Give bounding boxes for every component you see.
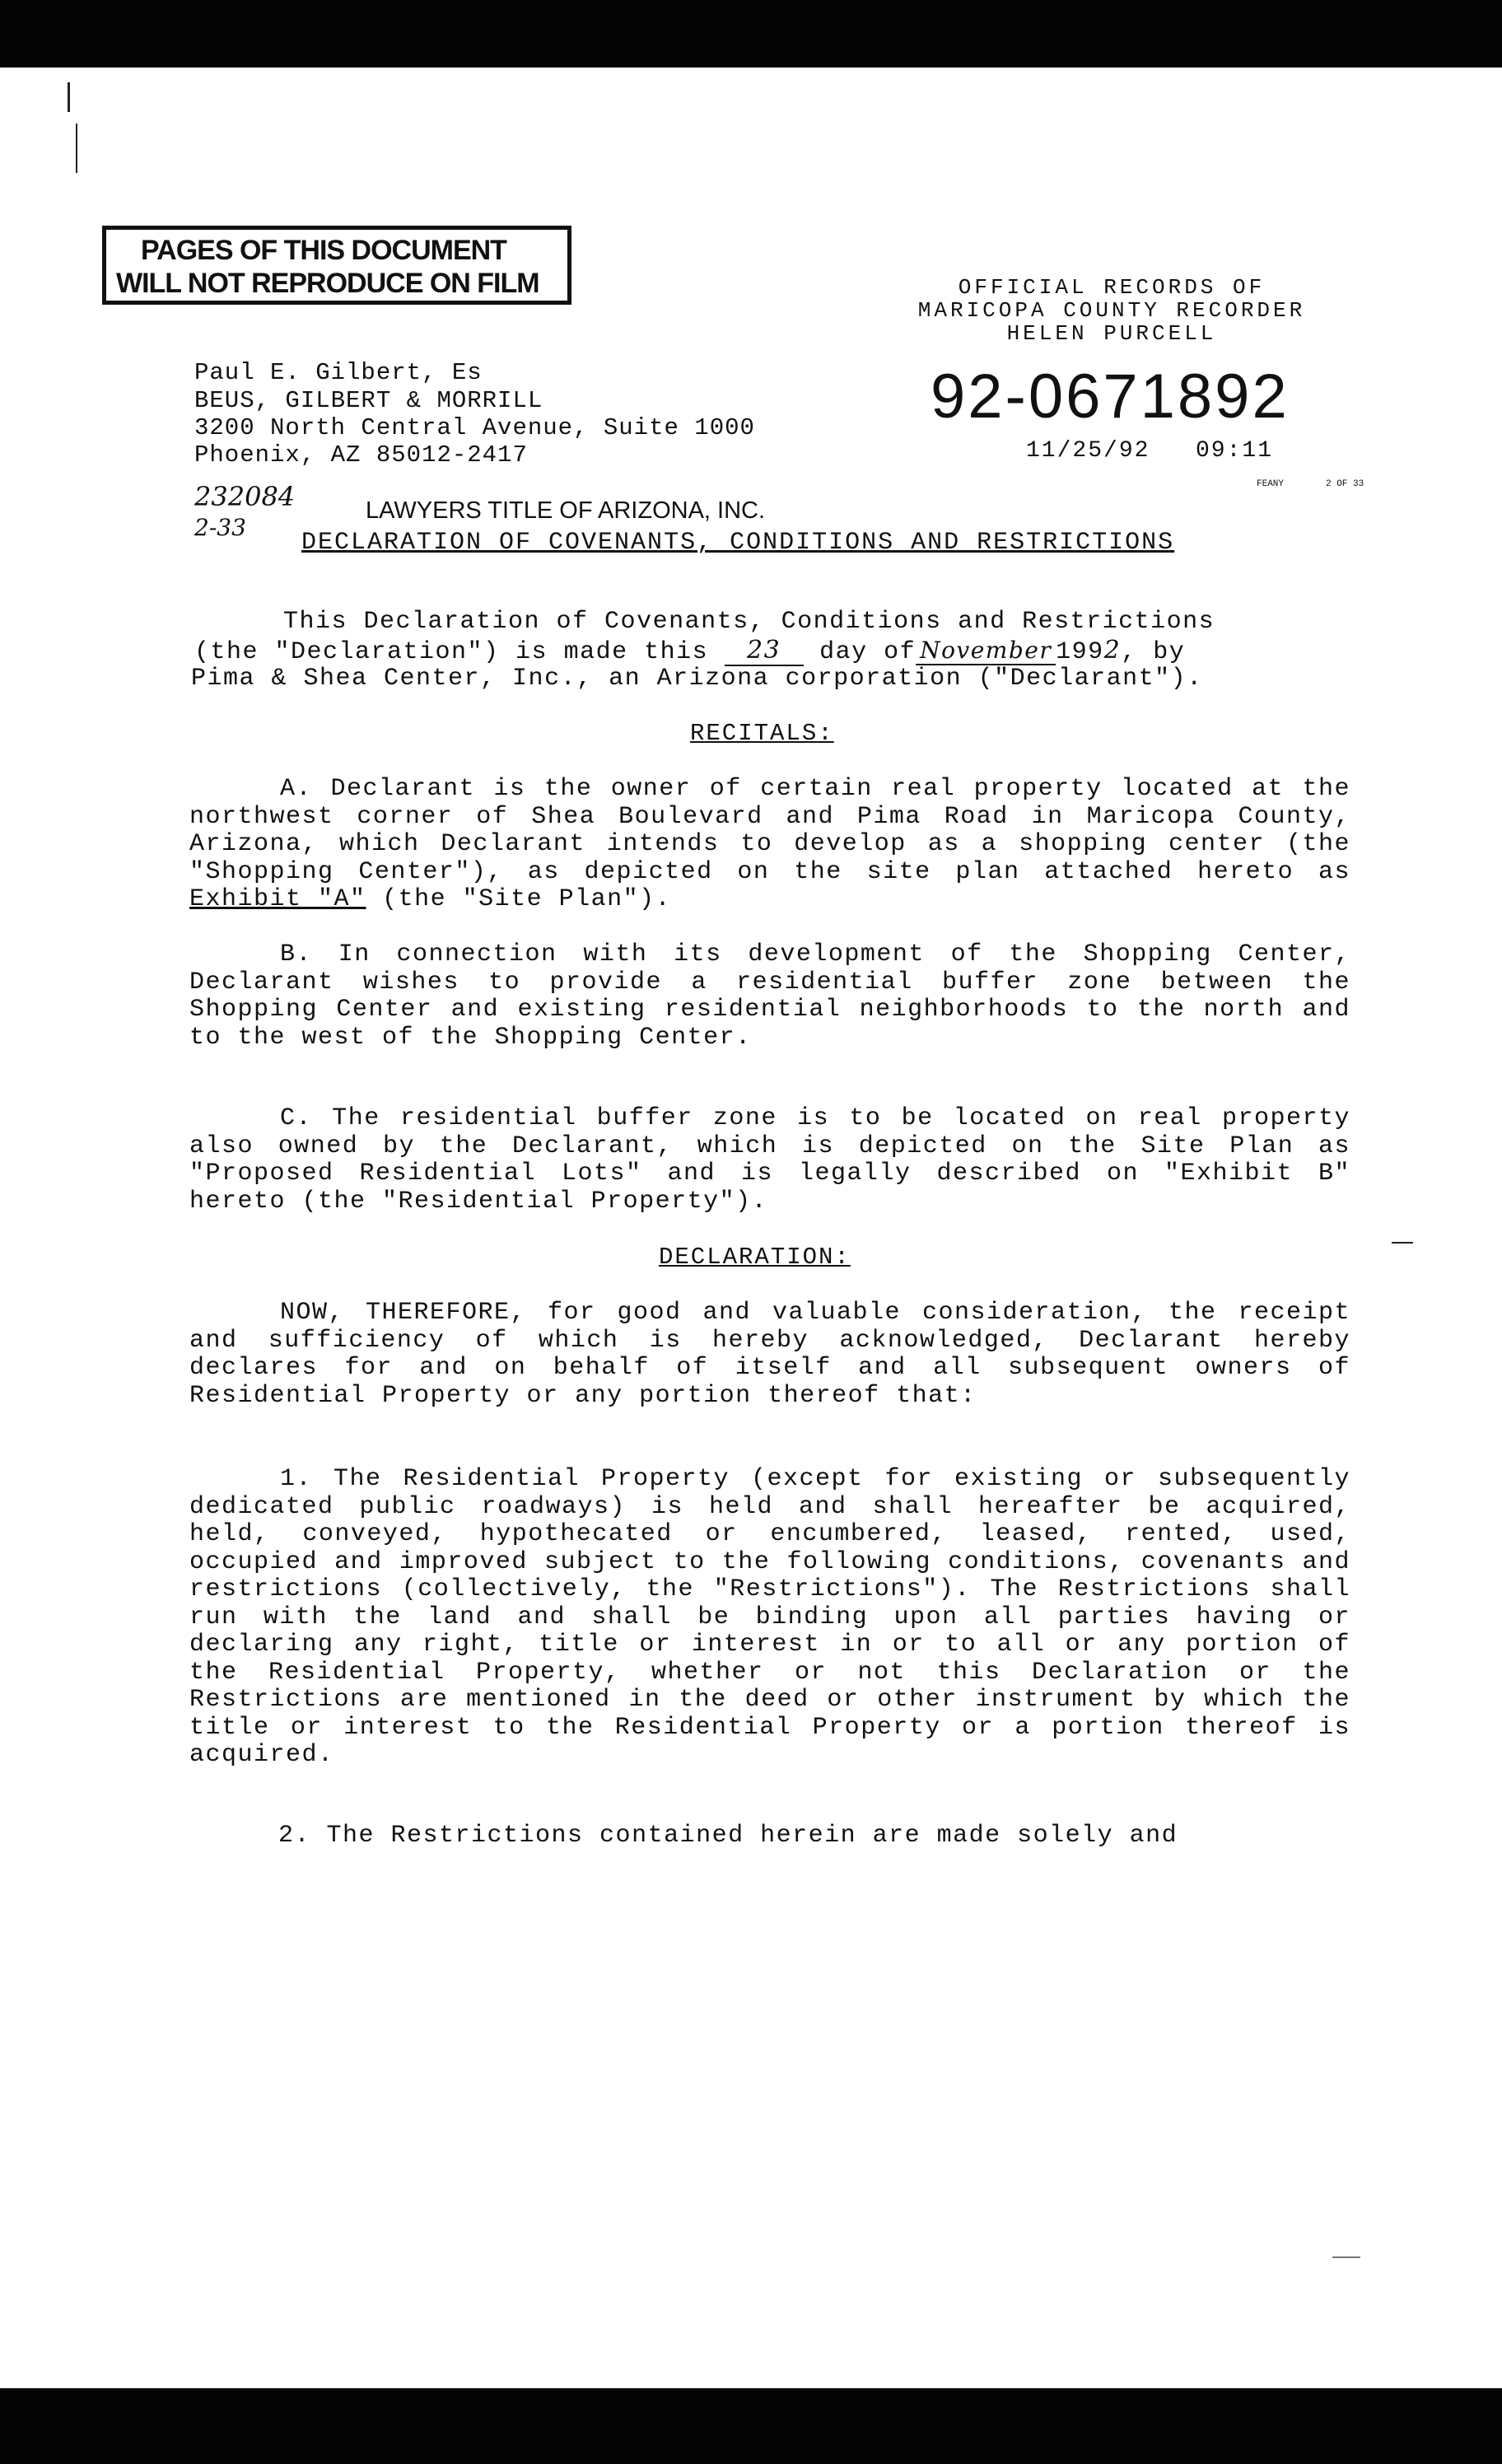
intro-text-1: This Declaration of Covenants, Conditions and Restrictions [283,608,1215,636]
exhibit-a-reference: Exhibit "A" [189,885,366,913]
recital-c: C. The residential buffer zone is to be located on real property also owned by the Declarant, which is depicted on the Site Plan as "Proposed Residential Lots" and is legally described on "Exhibit B" hereto (the "Residential Property"). [189,1104,1350,1216]
recorder-line-2: MARICOPA COUNTY RECORDER [917,298,1306,323]
scan-mark [1332,2256,1360,2258]
handwritten-pages: 2-33 [194,514,246,541]
return-line-2: BEUS, GILBERT & MORRILL [194,387,543,414]
recitals-heading: RECITALS: [690,720,834,747]
return-line-3: 3200 North Central Avenue, Suite 1000 [194,414,755,441]
scan-mark [1392,1242,1413,1244]
declaration-heading: DECLARATION: [659,1244,851,1271]
stamp-line-2: WILL NOT REPRODUCE ON FILM [116,268,539,299]
recital-a [189,776,1350,914]
handwritten-day: 23 [725,636,804,666]
intro-line-1 [283,608,1215,636]
return-line-4: Phoenix, AZ 85012-2417 [194,441,528,469]
intro-text-4: 199 [1056,638,1104,666]
document-title: DECLARATION OF COVENANTS, CONDITIONS AND RESTRICTIONS [301,529,1175,557]
intro-text-3: day of [819,638,917,666]
recital-a-text: A. Declarant is the owner of certain real property located at the northwest corner of Shea Boulevard and Pima Road in Maricopa County, Arizona, which Declarant intends to develop as a shopping center (the "Shopping Center"), as depicted on the site plan attached hereto as [189,775,1350,886]
scan-mark [68,82,70,112]
recording-date: 11/25/92 [1026,438,1150,464]
intro-text-5: , by [1121,638,1186,666]
intro-line-3: Pima & Shea Center, Inc., an Arizona corporation ("Declarant"). [191,665,1203,693]
recital-a-text-end: (the "Site Plan"). [382,885,672,913]
stamp-line-1: PAGES OF THIS DOCUMENT [141,235,506,266]
section-2-start: 2. The Restrictions contained herein are made solely and [278,1822,1178,1850]
handwritten-month: November [916,637,1056,665]
recorder-line-3: HELEN PURCELL [1006,321,1217,346]
document-number: 92-0671892 [931,362,1290,432]
section-1: 1. The Residential Property (except for existing or subsequently dedicated public roadways) is held and shall hereafter be acquired, held, conveyed, hypothecated or encumbered, leased, rented, used, occupied and improved subject to the following conditions, covenants and restrictions (collectively, the "Restrictions"). The Restrictions shall run with the land and shall be binding upon all parties having or declaring any right, title or interest in or to all or any portion of the Residential Property, whether or not this Declaration or the Restrictions are mentioned in the deed or other instrument by which the title or interest to the Residential Property or a portion thereof is acquired. [189,1465,1350,1769]
recorder-code: FEANY [1257,479,1285,489]
recording-time: 09:11 [1196,438,1274,464]
recorder-line-1: OFFICIAL RECORDS OF [958,275,1266,300]
handwritten-number: 232084 [194,481,296,512]
scan-top-border [0,0,1502,68]
scan-bottom-border [0,2388,1502,2464]
intro-line-2 [194,636,1185,666]
film-stamp [102,226,571,305]
scan-mark [76,124,77,173]
intro-text-2: (the "Declaration") is made this [194,638,709,666]
recital-b: B. In connection with its development of the Shopping Center, Declarant wishes to provide a residential buffer zone between the Shopping Center and existing residential neighborhoods to the north and to the west of the Shopping Center. [189,940,1350,1052]
return-line-1: Paul E. Gilbert, Es [194,359,483,386]
handwritten-year-digit: 2 [1103,636,1122,665]
title-company: LAWYERS TITLE OF ARIZONA, INC. [366,497,766,524]
page-count: 2 OF 33 [1326,479,1364,489]
declaration-intro: NOW, THEREFORE, for good and valuable consideration, the receipt and sufficiency of which is hereby acknowledged, Declarant hereby declares for and on behalf of itself and all subsequent owners of Residential Property or any portion thereof that: [189,1299,1350,1410]
